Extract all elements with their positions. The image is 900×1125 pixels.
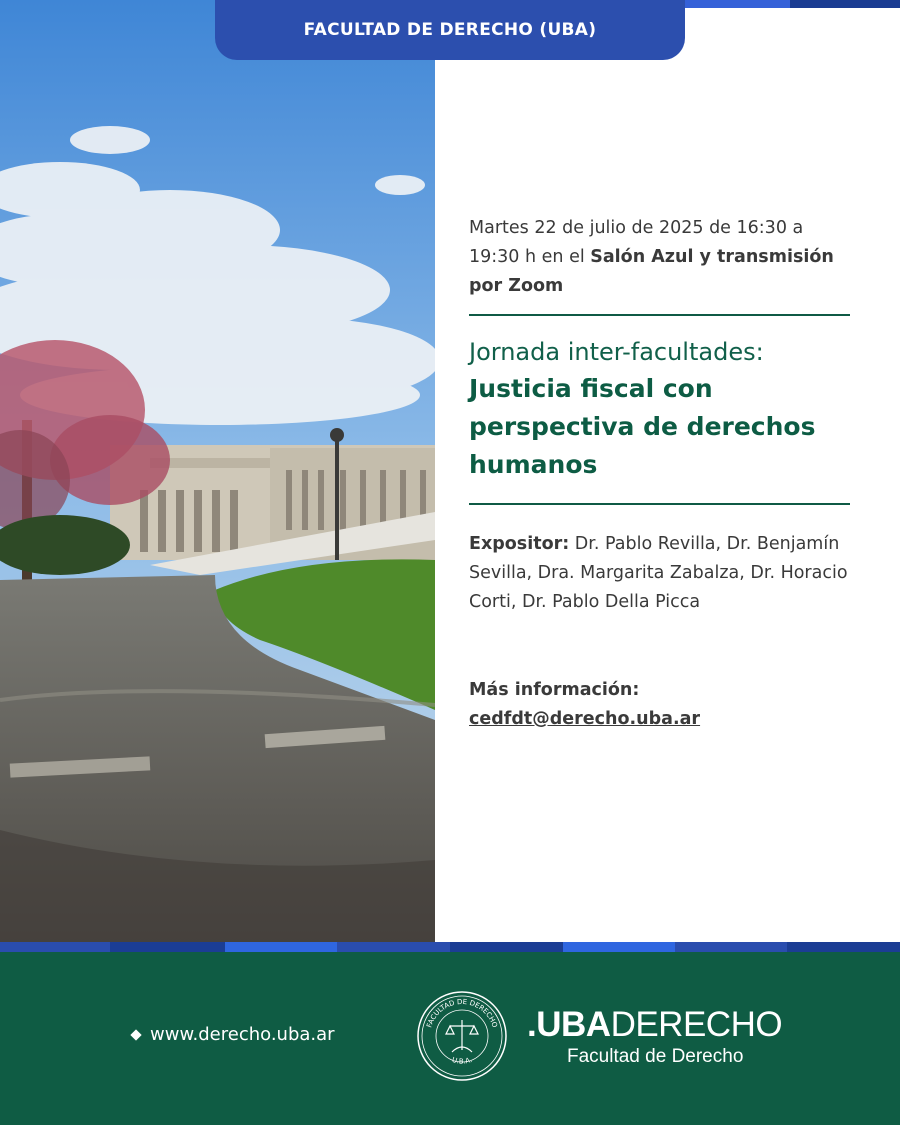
event-date: Martes 22 de julio de 2025 de 16:30 a 19:30 h en el [469, 218, 804, 267]
brand-derecho: DERECHO [610, 1005, 783, 1044]
more-info-block [469, 676, 849, 734]
divider-bottom [469, 503, 850, 505]
brand-uba: .UBA [527, 1005, 611, 1044]
svg-text:U.B.A. [451, 1056, 473, 1066]
university-seal-icon [416, 990, 508, 1082]
bottom-color-stripe [0, 942, 900, 952]
event-date-venue [469, 214, 854, 301]
website-link[interactable] [132, 1024, 335, 1045]
speakers-block [469, 530, 849, 617]
event-title-main: Justicia fiscal con perspectiva de derechos humanos [469, 374, 816, 479]
divider-top [469, 314, 850, 316]
brand-subtitle: Facultad de Derecho [567, 1046, 744, 1067]
campus-photo [0, 0, 435, 942]
event-venue: Salón Azul y transmisión por Zoom [469, 247, 834, 296]
seal-bottom-text: U.B.A. [450, 1055, 474, 1066]
speakers-label: Expositor: [469, 534, 570, 554]
speakers-list: Dr. Pablo Revilla, Dr. Benjamín Sevilla, Dra. Margarita Zabalza, Dr. Horacio Corti, Dr. Pablo Della Picca [469, 534, 848, 612]
uba-derecho-logo [527, 1005, 782, 1069]
event-title [469, 334, 859, 484]
seal-top-text: FACULTAD DE DERECHO [425, 997, 499, 1029]
more-info-label: Más información: [469, 680, 640, 700]
event-title-prefix: Jornada inter-facultades: [469, 338, 764, 366]
website-url: www.derecho.uba.ar [150, 1024, 335, 1045]
contact-email-link[interactable]: cedfdt@derecho.uba.ar [469, 709, 701, 729]
diamond-icon [130, 1029, 141, 1040]
header-title: FACULTAD DE DERECHO (UBA) [215, 0, 685, 60]
